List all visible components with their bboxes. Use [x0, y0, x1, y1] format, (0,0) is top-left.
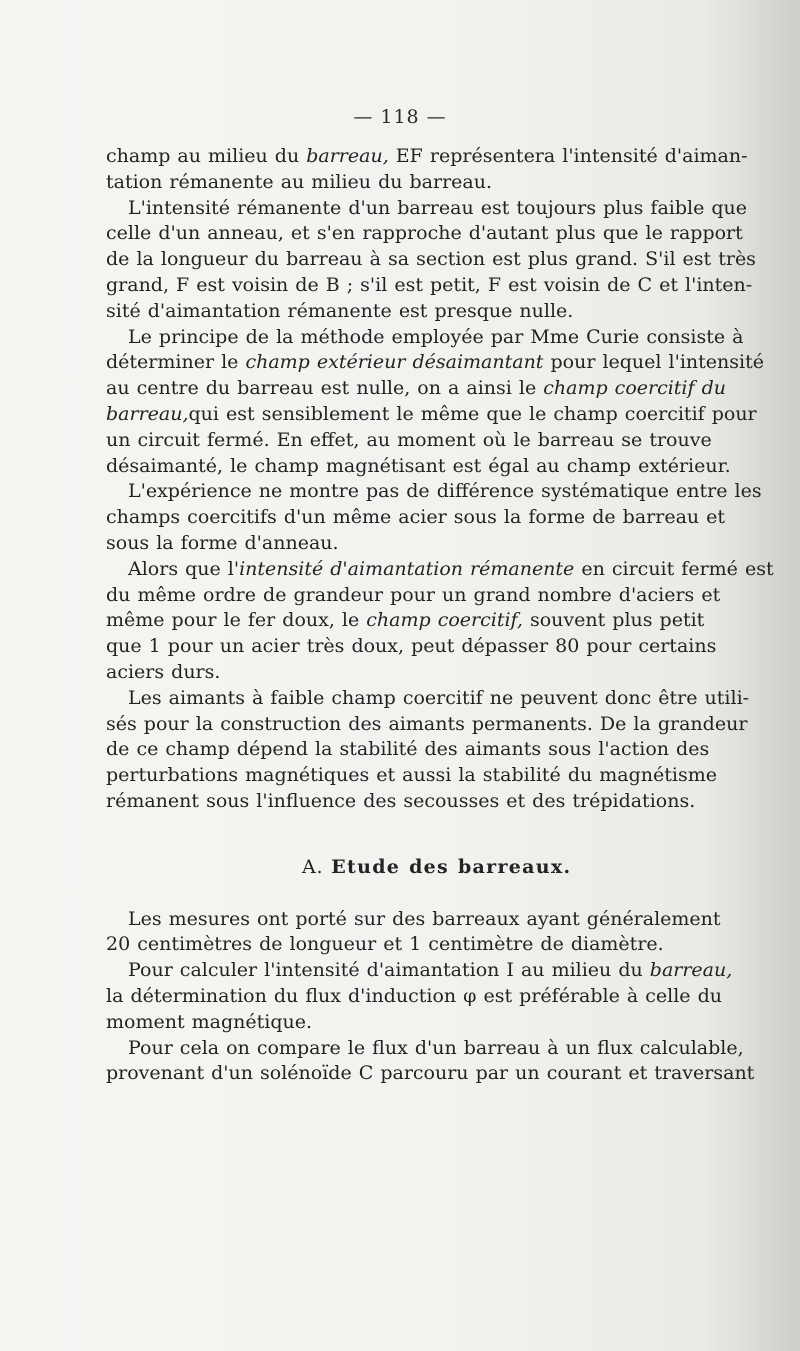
italic-phrase: champ coercitif, — [366, 609, 523, 632]
section-title: Etude des barreaux. — [331, 855, 572, 878]
italic-phrase: barreau, — [649, 959, 733, 982]
italic-phrase: intensité d'aimantation rémanente — [239, 557, 575, 580]
paragraph — [106, 144, 800, 196]
paragraph — [106, 557, 800, 686]
text-line: un circuit fermé. En effet, au moment où le barreau se trouve — [106, 428, 712, 451]
text-line: Les aimants à faible champ coercitif ne peuvent donc être utili- — [128, 686, 750, 709]
text-line: Pour calculer l'intensité d'aimantation I au milieu du barreau, — [128, 959, 733, 982]
text-line: la détermination du flux d'induction φ est préférable à celle du — [106, 984, 722, 1007]
page-number: — 118 — — [353, 106, 447, 128]
text-line: sés pour la construction des aimants permanents. De la grandeur — [106, 712, 748, 735]
italic-phrase: champ coercitif du — [543, 377, 726, 400]
text-line: moment magnétique. — [106, 1010, 313, 1033]
body-text — [106, 144, 800, 1087]
italic-phrase: barreau, — [106, 402, 189, 425]
text-line: désaimanté, le champ magnétisant est égal au champ extérieur. — [106, 454, 731, 477]
text-line: au centre du barreau est nulle, on a ainsi le champ coercitif du — [106, 377, 726, 400]
text-line: sité d'aimantation rémanente est presque nulle. — [106, 299, 574, 322]
text-line: grand, F est voisin de B ; s'il est petit, F est voisin de C et l'inten- — [106, 273, 753, 296]
text-line: tation rémanente au milieu du barreau. — [106, 170, 493, 193]
paragraph — [106, 325, 800, 480]
text-line: du même ordre de grandeur pour un grand nombre d'aciers et — [106, 583, 721, 606]
text-line: Les mesures ont porté sur des barreaux ayant généralement — [128, 907, 721, 930]
text-line: celle d'un anneau, et s'en rapproche d'autant plus que le rapport — [106, 222, 743, 245]
text-line: aciers durs. — [106, 660, 221, 683]
italic-phrase: champ extérieur désaimantant — [245, 351, 544, 374]
text-line: même pour le fer doux, le champ coercitif, souvent plus petit — [106, 609, 705, 632]
paragraph — [106, 907, 800, 959]
paragraph — [106, 196, 800, 325]
paragraph — [106, 1036, 800, 1088]
paragraph — [106, 686, 800, 815]
text-line: L'expérience ne montre pas de différence systématique entre les — [128, 480, 762, 503]
text-line: rémanent sous l'influence des secousses et des trépidations. — [106, 789, 696, 812]
text-line: champs coercitifs d'un même acier sous la forme de barreau et — [106, 506, 726, 529]
text-line: de ce champ dépend la stabilité des aimants sous l'action des — [106, 738, 710, 761]
paragraph — [106, 479, 800, 556]
text-line: barreau,qui est sensiblement le même que le champ coercitif pour — [106, 402, 757, 425]
text-line: perturbations magnétiques et aussi la stabilité du magnétisme — [106, 764, 717, 787]
paragraph — [106, 958, 800, 1035]
text-line: champ au milieu du barreau, EF représentera l'intensité d'aiman- — [106, 145, 748, 167]
text-line: Le principe de la méthode employée par Mme Curie consiste à — [128, 325, 744, 348]
text-line: Pour cela on compare le flux d'un barreau à un flux calculable, — [128, 1036, 744, 1059]
section-heading — [106, 855, 800, 881]
text-line: provenant d'un solénoïde C parcouru par un courant et traversant — [106, 1062, 755, 1085]
text-line: que 1 pour un acier très doux, peut dépasser 80 pour certains — [106, 635, 717, 658]
text-line: sous la forme d'anneau. — [106, 531, 339, 554]
text-line: L'intensité rémanente d'un barreau est toujours plus faible que — [128, 196, 748, 219]
text-line: déterminer le champ extérieur désaimantant pour lequel l'intensité — [106, 351, 764, 374]
text-line: Alors que l'intensité d'aimantation rémanente en circuit fermé est — [128, 557, 774, 580]
section-letter: A. — [302, 855, 324, 878]
text-line: 20 centimètres de longueur et 1 centimètre de diamètre. — [106, 933, 664, 956]
text-line: de la longueur du barreau à sa section est plus grand. S'il est très — [106, 248, 756, 271]
italic-phrase: barreau, — [306, 145, 389, 167]
